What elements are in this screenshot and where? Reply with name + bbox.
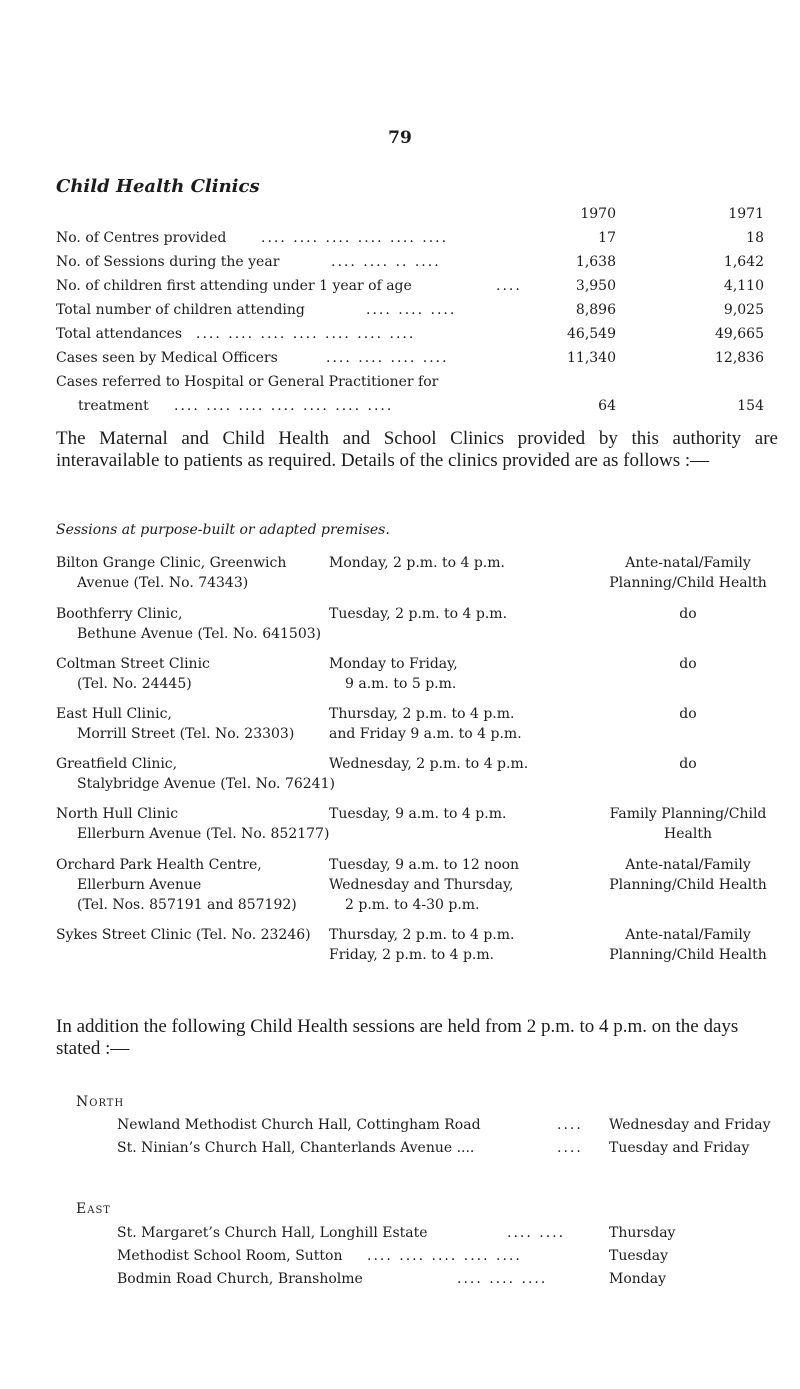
row-label: No. of children first attending under 1 year of age	[56, 278, 412, 294]
table-row	[56, 230, 786, 254]
clinic-times: Tuesday, 2 p.m. to 4 p.m.	[329, 606, 508, 622]
clinic-times: Thursday, 2 p.m. to 4 p.m. Friday, 2 p.m. to 4 p.m.	[329, 927, 515, 963]
value-1971: 18	[746, 230, 764, 246]
east-heading: East	[76, 1201, 111, 1217]
clinic-services: Ante-natal/Family Planning/Child Health	[609, 927, 767, 963]
value-1971: 12,836	[715, 350, 764, 366]
leader-dots: .... .... .... ....	[326, 350, 449, 366]
clinic-times: Tuesday, 9 a.m. to 12 noon Wednesday and Thursday, 2 p.m. to 4-30 p.m.	[329, 857, 520, 913]
session-row	[117, 1225, 797, 1245]
table-row	[56, 278, 786, 302]
addition-paragraph: In addition the following Child Health sessions are held from 2 p.m. to 4 p.m. on the days stated :—	[56, 1016, 739, 1059]
session-row	[117, 1248, 797, 1268]
leader-dots: ....	[557, 1140, 583, 1156]
row-label: No. of Sessions during the year	[56, 254, 280, 270]
value-1971: 1,642	[723, 254, 764, 270]
session-row	[117, 1117, 797, 1137]
session-row	[117, 1271, 797, 1291]
table-row	[56, 374, 786, 398]
clinic-name: Coltman Street Clinic (Tel. No. 24445)	[56, 656, 210, 692]
leader-dots: .... .... .... .... ....	[367, 1248, 522, 1264]
clinic-times: Wednesday, 2 p.m. to 4 p.m.	[329, 756, 529, 772]
section-title: Child Health Clinics	[56, 176, 260, 197]
session-venue: St. Ninian’s Church Hall, Chanterlands Avenue ....	[117, 1140, 475, 1156]
year-header-row	[56, 206, 786, 230]
clinic-services: do	[679, 606, 697, 622]
north-heading: North	[76, 1094, 125, 1110]
value-1970: 17	[598, 230, 616, 246]
clinic-name: Boothferry Clinic, Bethune Avenue (Tel. No. 641503)	[56, 606, 322, 642]
session-row	[117, 1140, 797, 1160]
page-number: 79	[388, 128, 412, 148]
session-venue: Bodmin Road Church, Bransholme	[117, 1271, 363, 1287]
clinic-services: do	[679, 706, 697, 722]
table-row	[56, 302, 786, 326]
leader-dots: .... .... .... .... .... ....	[261, 230, 449, 246]
row-label: Total attendances	[56, 326, 183, 342]
value-1971: 154	[737, 398, 764, 414]
value-1970: 46,549	[567, 326, 616, 342]
session-venue: St. Margaret’s Church Hall, Longhill Estate	[117, 1225, 428, 1241]
row-label: Cases referred to Hospital or General Practitioner for	[56, 374, 439, 390]
row-label: No. of Centres provided	[56, 230, 227, 246]
clinic-name: North Hull Clinic Ellerburn Avenue (Tel. No. 852177)	[56, 806, 330, 842]
value-1971: 9,025	[723, 302, 764, 318]
clinic-times: Thursday, 2 p.m. to 4 p.m. and Friday 9 a.m. to 4 p.m.	[329, 706, 522, 742]
session-days: Thursday	[609, 1225, 676, 1241]
clinic-statistics-table	[56, 206, 786, 422]
table-row	[56, 254, 786, 278]
value-1970: 64	[598, 398, 616, 414]
value-1970: 1,638	[575, 254, 616, 270]
row-label: Total number of children attending	[56, 302, 305, 318]
leader-dots: .... .... ....	[366, 302, 457, 318]
intro-paragraph: The Maternal and Child Health and School Clinics provided by this authority are interavailable to patients as required. Details of the clinics provided are as follows :—	[56, 428, 778, 471]
leader-dots: .... .... .... .... .... .... ....	[196, 326, 416, 342]
clinic-name: Bilton Grange Clinic, Greenwich Avenue (Tel. No. 74343)	[56, 555, 287, 591]
leader-dots: .... .... .. ....	[331, 254, 441, 270]
year-header-1971: 1971	[728, 206, 764, 222]
session-venue: Methodist School Room, Sutton	[117, 1248, 343, 1264]
value-1970: 3,950	[575, 278, 616, 294]
session-venue: Newland Methodist Church Hall, Cottingham Road	[117, 1117, 481, 1133]
leader-dots: ....	[496, 278, 522, 294]
clinic-times: Monday to Friday, 9 a.m. to 5 p.m.	[329, 656, 458, 692]
session-days: Tuesday	[609, 1248, 669, 1264]
table-row	[56, 326, 786, 350]
clinic-times: Monday, 2 p.m. to 4 p.m.	[329, 555, 505, 571]
row-label: treatment	[78, 398, 149, 414]
session-days: Wednesday and Friday	[609, 1117, 771, 1133]
clinic-name: East Hull Clinic, Morrill Street (Tel. No. 23303)	[56, 706, 295, 742]
clinic-services: Family Planning/Child Health	[609, 806, 767, 842]
clinic-services: do	[679, 756, 697, 772]
session-days: Monday	[609, 1271, 666, 1287]
value-1970: 11,340	[567, 350, 616, 366]
table-row	[56, 350, 786, 374]
clinic-name: Orchard Park Health Centre, Ellerburn Avenue (Tel. Nos. 857191 and 857192)	[56, 857, 297, 913]
clinic-times: Tuesday, 9 a.m. to 4 p.m.	[329, 806, 507, 822]
session-days: Tuesday and Friday	[609, 1140, 750, 1156]
leader-dots: .... .... ....	[457, 1271, 548, 1287]
clinics-subheading: Sessions at purpose-built or adapted premises.	[56, 522, 390, 538]
row-label: Cases seen by Medical Officers	[56, 350, 278, 366]
value-1970: 8,896	[575, 302, 616, 318]
clinic-services: do	[679, 656, 697, 672]
value-1971: 49,665	[715, 326, 764, 342]
value-1971: 4,110	[723, 278, 764, 294]
clinic-name: Greatfield Clinic, Stalybridge Avenue (Tel. No. 76241)	[56, 756, 335, 792]
year-header-1970: 1970	[580, 206, 616, 222]
clinic-name: Sykes Street Clinic (Tel. No. 23246)	[56, 927, 311, 943]
leader-dots: .... ....	[507, 1225, 566, 1241]
table-row	[56, 398, 786, 422]
leader-dots: ....	[557, 1117, 583, 1133]
clinic-services: Ante-natal/Family Planning/Child Health	[609, 555, 767, 591]
clinic-services: Ante-natal/Family Planning/Child Health	[609, 857, 767, 893]
leader-dots: .... .... .... .... .... .... ....	[174, 398, 394, 414]
